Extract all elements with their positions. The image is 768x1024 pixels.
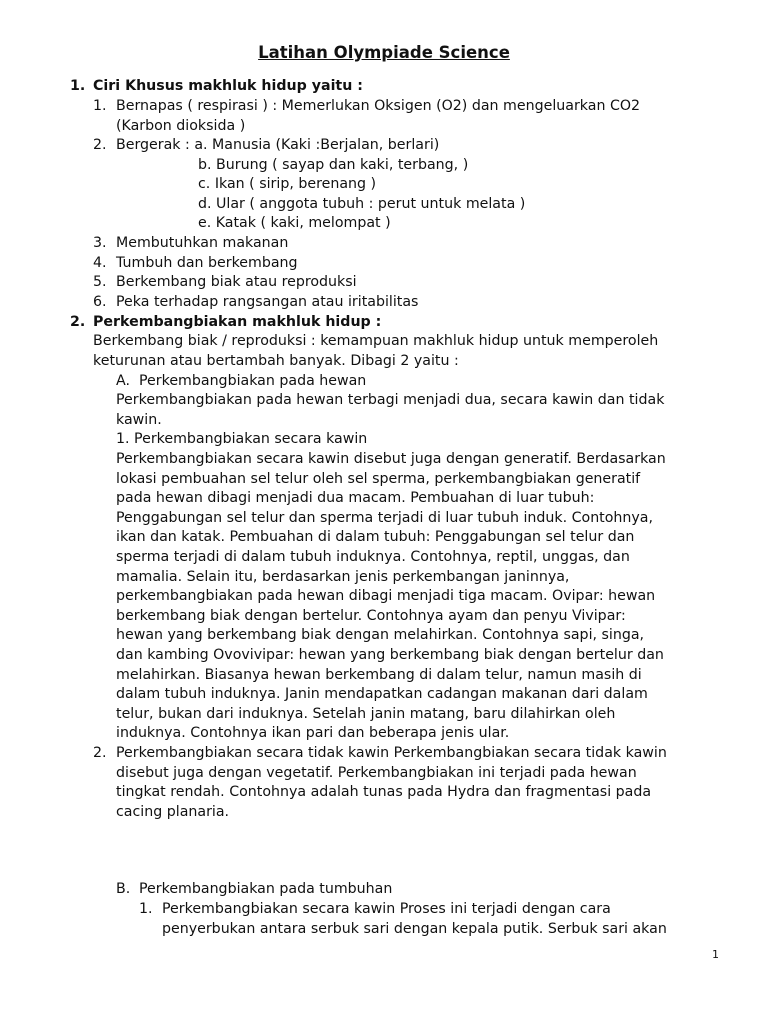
list-item-number: 2. xyxy=(93,137,107,153)
section-1-heading: Ciri Khusus makhluk hidup yaitu : xyxy=(93,78,363,94)
subsection-b1-text: Perkembangbiakan secara kawin Proses ini terjadi dengan cara penyerbukan antara serbuk sari dengan kepala putik. Serbuk sari akan xyxy=(162,901,667,937)
list-item-text: Bergerak : a. Manusia (Kaki :Berjalan, berlari) xyxy=(116,137,440,153)
list-item-text: Peka terhadap rangsangan atau iritabilitas xyxy=(116,294,419,310)
section-2-number: 2. xyxy=(70,314,86,330)
sub-item-text: e. Katak ( kaki, melompat ) xyxy=(198,215,391,231)
list-item-number: 3. xyxy=(93,235,107,251)
subsection-a-text: Perkembangbiakan pada hewan terbagi menjadi dua, secara kawin dan tidak kawin. xyxy=(116,392,665,428)
page-title: Latihan Olympiade Science xyxy=(258,43,510,62)
subsection-a2-text: Perkembangbiakan secara tidak kawin Perkembangbiakan secara tidak kawin disebut juga dengan vegetatif. Perkembangbiakan ini terjadi pada hewan tingkat rendah. Contohnya adalah tunas pada Hydra dan fragmentasi pada cacing planaria. xyxy=(116,745,667,820)
list-item-number: 1. xyxy=(93,98,107,114)
page-number: 1 xyxy=(712,948,719,961)
list-item-text: Berkembang biak atau reproduksi xyxy=(116,274,357,290)
list-item-number: 4. xyxy=(93,255,107,271)
subsection-a-title: Perkembangbiakan pada hewan xyxy=(139,373,367,389)
list-item-number: 6. xyxy=(93,294,107,310)
section-1-number: 1. xyxy=(70,78,86,94)
list-item-number: 5. xyxy=(93,274,107,290)
sub-item-text: c. Ikan ( sirip, berenang ) xyxy=(198,176,377,192)
list-item-number: 1. xyxy=(139,901,153,917)
list-item-text: Bernapas ( respirasi ) : Memerlukan Oksigen (O2) dan mengeluarkan CO2 xyxy=(116,98,641,114)
subsection-a1-text: Perkembangbiakan secara kawin disebut juga dengan generatif. Berdasarkan lokasi pembuahan sel telur oleh sel sperma, perkembangbiakan generatif pada hewan dibagi menjadi dua macam. Pembuahan di luar tubuh: Penggabungan sel telur dan sperma terjadi di luar tubuh induk. Contohnya, ikan dan katak. Pembuahan di dalam tubuh: Penggabungan sel telur dan sperma terjadi di dalam tubuh induknya. Contohnya, reptil, unggas, dan mamalia. Selain itu, berdasarkan jenis perkembangan janinnya, perkembangbiakan pada hewan dibagi menjadi tiga macam. Ovipar: hewan berkembang biak dengan bertelur. Contohnya ayam dan penyu Vivipar: hewan yang berkembang biak dengan melahirkan. Contohnya sapi, singa, dan kambing Ovovivipar: hewan yang berkembang biak dengan bertelur dan melahirkan. Biasanya hewan berkembang di dalam telur, namun masih di dalam tubuh induknya. Janin mendapatkan cadangan makanan dari dalam telur, bukan dari induknya. Setelah janin matang, baru dilahirkan oleh induknya. Contohnya ikan pari dan beberapa jenis ular. xyxy=(116,451,666,742)
subsection-a1-title: 1. Perkembangbiakan secara kawin xyxy=(116,431,368,447)
subsection-b-title: Perkembangbiakan pada tumbuhan xyxy=(139,881,393,897)
subsection-a-label: A. xyxy=(116,373,130,389)
list-item-number: 2. xyxy=(93,745,107,761)
section-2-intro: Berkembang biak / reproduksi : kemampuan makhluk hidup untuk memperoleh keturunan atau bertambah banyak. Dibagi 2 yaitu : xyxy=(93,333,659,369)
sub-item-text: b. Burung ( sayap dan kaki, terbang, ) xyxy=(198,157,469,173)
list-item-text: Tumbuh dan berkembang xyxy=(116,255,298,271)
list-item-text: Membutuhkan makanan xyxy=(116,235,289,251)
subsection-b-label: B. xyxy=(116,881,131,897)
list-item-text: (Karbon dioksida ) xyxy=(116,118,246,134)
section-2-heading: Perkembangbiakan makhluk hidup : xyxy=(93,314,382,330)
sub-item-text: d. Ular ( anggota tubuh : perut untuk melata ) xyxy=(198,196,526,212)
